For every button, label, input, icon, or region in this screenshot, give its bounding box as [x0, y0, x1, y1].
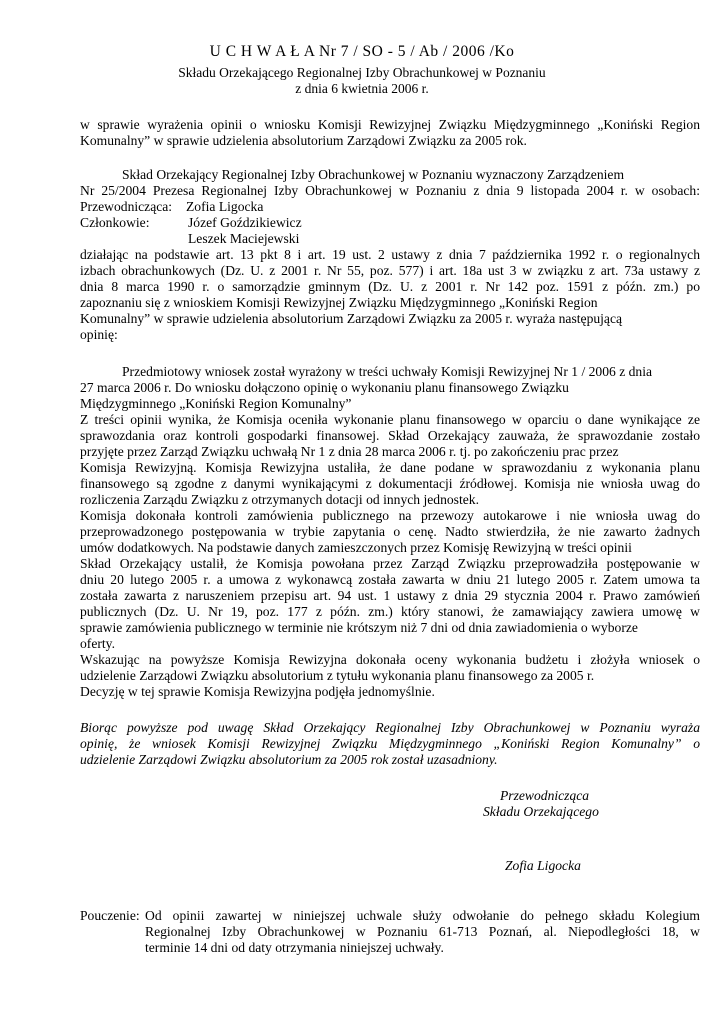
body-line: Komisja Rewizyjną. Komisja Rewizyjna ustaliła, że dane podane w sprawozdaniu z wykonania planu — [80, 460, 700, 475]
legal-basis-line: Komunalny” w sprawie udzielenia absolutorium Zarządowi Związku za 2005 r. wyraża następującą — [80, 311, 623, 326]
body-line: sprawie zamówienia publicznego w terminie nie krótszym niż 7 dni od dnia zawiadomienia o wyborze — [80, 620, 638, 635]
notice-line: Regionalnej Izby Obrachunkowej w Poznaniu 61-713 Poznań, al. Niepodległości 18, w — [145, 924, 700, 939]
legal-basis-line: działając na podstawie art. 13 pkt 8 i art. 19 ust. 2 ustawy z dnia 7 października 1992 r. o regionalnych — [80, 247, 700, 262]
subject-line: w sprawie wyrażenia opinii o wniosku Komisji Rewizyjnej Związku Międzygminnego „Koniński Region — [80, 117, 700, 132]
body-line: rozliczenia Zarządu Związku z otrzymanych dotacji od innych jednostek. — [80, 492, 479, 507]
body-line: Komisja dokonała kontroli zamówienia publicznego na przewozy autokarowe i nie wniosła uwag do — [80, 508, 700, 523]
body-line: publicznych (Dz. U. Nr 19, poz. 177 z późn. zm.) który stanowi, że zamawiający zawiera umowę w — [80, 604, 700, 619]
intro-line: Nr 25/2004 Prezesa Regionalnej Izby Obrachunkowej w Poznaniu z dnia 9 listopada 2004 r. w osobach: — [80, 183, 700, 198]
body-line: sprawozdania oraz kontroli gospodarki finansowej. Skład Orzekający zauważa, że sprawozdanie zostało — [80, 428, 700, 443]
legal-basis-line: opinię: — [80, 327, 118, 342]
body-line: Z treści opinii wynika, że Komisja oceniła wykonanie planu finansowego w oparciu o dane wynikające ze — [80, 412, 700, 427]
issuer-line: Składu Orzekającego Regionalnej Izby Obrachunkowej w Poznaniu — [178, 65, 546, 80]
legal-basis-line: izbach obrachunkowych (Dz. U. z 2001 r. Nr 55, poz. 577) i art. 18a ust 3 w związku z art. 73a ustawy z — [80, 263, 700, 278]
conclusion-line: udzielenie Zarządowi Związku absolutorium za 2005 rok został uzasadniony. — [80, 752, 498, 767]
conclusion-line: Biorąc powyższe pod uwagę Skład Orzekający Regionalnej Izby Obrachunkowej w Poznaniu wyraża — [80, 720, 700, 735]
date-line: z dnia 6 kwietnia 2006 r. — [295, 81, 429, 96]
body-line: umów dodatkowych. Na podstawie danych zamieszczonych przez Komisję Rewizyjną w treści opinii — [80, 540, 632, 555]
chair-name: Zofia Ligocka — [186, 199, 264, 214]
resolution-title: U C H W A Ł A Nr 7 / SO - 5 / Ab / 2006 /Ko — [209, 43, 515, 60]
body-line: Wskazując na powyższe Komisja Rewizyjna dokonała oceny wykonania budżetu i złożyła wniosek o — [80, 652, 700, 667]
members-label: Członkowie: — [80, 215, 150, 230]
body-line: oferty. — [80, 636, 115, 651]
conclusion-line: opinię, że wniosek Komisji Rewizyjnej Związku Międzygminnego „Koniński Region Komunalny” o — [80, 736, 700, 751]
signature-role: Składu Orzekającego — [483, 804, 599, 819]
body-line: dniu 20 lutego 2005 r. a umowa z wykonawcą została zawarta w dniu 21 lutego 2005 r. Zatem umowa ta — [80, 572, 700, 587]
body-line: została zawarta z naruszeniem przepisu art. 94 ust. 1 ustawy z dnia 29 stycznia 2004 r. Prawo zamówień — [80, 588, 700, 603]
body-line: Skład Orzekający ustalił, że Komisja powołana przez Zarząd Związku przeprowadziła postępowanie w — [80, 556, 700, 571]
legal-basis-line: dnia 8 marca 1990 r. o samorządzie gminnym (Dz. U. z 2001 r. Nr 142 poz. 1591 z późn. zm.) po — [80, 279, 700, 294]
legal-basis-line: zapoznaniu się z wnioskiem Komisji Rewizyjnej Związku Międzygminnego „Koniński Region — [80, 295, 598, 310]
body-line: finansowego są zgodne z danymi wynikającymi z dokumentacji źródłowej. Komisja nie wniosła uwag do — [80, 476, 700, 491]
body-line: Przedmiotowy wniosek został wyrażony w treści uchwały Komisji Rewizyjnej Nr 1 / 2006 z dnia — [122, 364, 653, 379]
body-line: udzielenie Zarządowi Związku absolutorium z tytułu wykonania planu finansowego za 2005 r. — [80, 668, 595, 683]
body-line: przeprowadzonego postępowania w trybie zapytania o cenę. Nadto stwierdziła, że nie zawarto żadnych — [80, 524, 700, 539]
signature-name: Zofia Ligocka — [505, 858, 581, 873]
signature-role: Przewodnicząca — [500, 788, 590, 803]
body-line: Decyzję w tej sprawie Komisja Rewizyjna podjęła jednomyślnie. — [80, 684, 435, 699]
chair-label: Przewodnicząca: — [80, 199, 173, 214]
notice-label: Pouczenie: — [80, 908, 140, 923]
body-line: 27 marca 2006 r. Do wniosku dołączono opinię o wykonaniu planu finansowego Związku — [80, 380, 569, 395]
member-name: Leszek Maciejewski — [188, 231, 300, 246]
body-line: Międzygminnego „Koniński Region Komunalny” — [80, 396, 352, 411]
body-line: przyjęte przez Zarząd Związku uchwałą Nr 1 z dnia 28 marca 2006 r. tj. po zakończeniu prac przez — [80, 444, 619, 459]
member-name: Józef Goździkiewicz — [188, 215, 302, 230]
intro-line: Skład Orzekający Regionalnej Izby Obrachunkowej w Poznaniu wyznaczony Zarządzeniem — [122, 167, 625, 182]
notice-line: Od opinii zawartej w niniejszej uchwale służy odwołanie do pełnego składu Kolegium — [145, 908, 700, 923]
notice-line: terminie 14 dni od daty otrzymania niniejszej uchwały. — [145, 940, 444, 955]
subject-line: Komunalny” w sprawie udzielenia absolutorium Zarządowi Związku za 2005 rok. — [80, 133, 527, 148]
